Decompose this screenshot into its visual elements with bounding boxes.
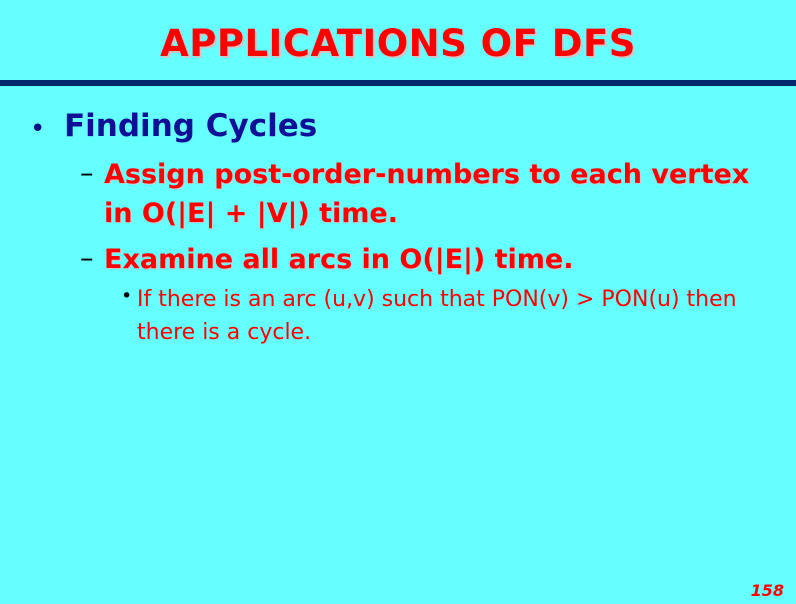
bullet-marker: • xyxy=(30,114,46,144)
sub-bullet-assign-pon: Assign post-order-numbers to each vertex in O(|E| + |V|) time. xyxy=(104,159,750,229)
sub-sub-bullet-cycle-condition: If there is an arc (u,v) such that PON(v) > PON(u) then there is a cycle. xyxy=(137,287,737,345)
page-number: 158 xyxy=(750,581,784,600)
bullet-finding-cycles: Finding Cycles xyxy=(64,108,318,144)
sub-sub-bullet-marker: • xyxy=(121,285,133,307)
title-divider xyxy=(0,80,796,86)
slide-title: APPLICATIONS OF DFS xyxy=(160,22,636,65)
sub-bullet-marker: – xyxy=(80,158,94,189)
sub-bullet-examine-arcs: Examine all arcs in O(|E|) time. xyxy=(104,244,574,275)
sub-bullet-marker: – xyxy=(80,243,94,274)
